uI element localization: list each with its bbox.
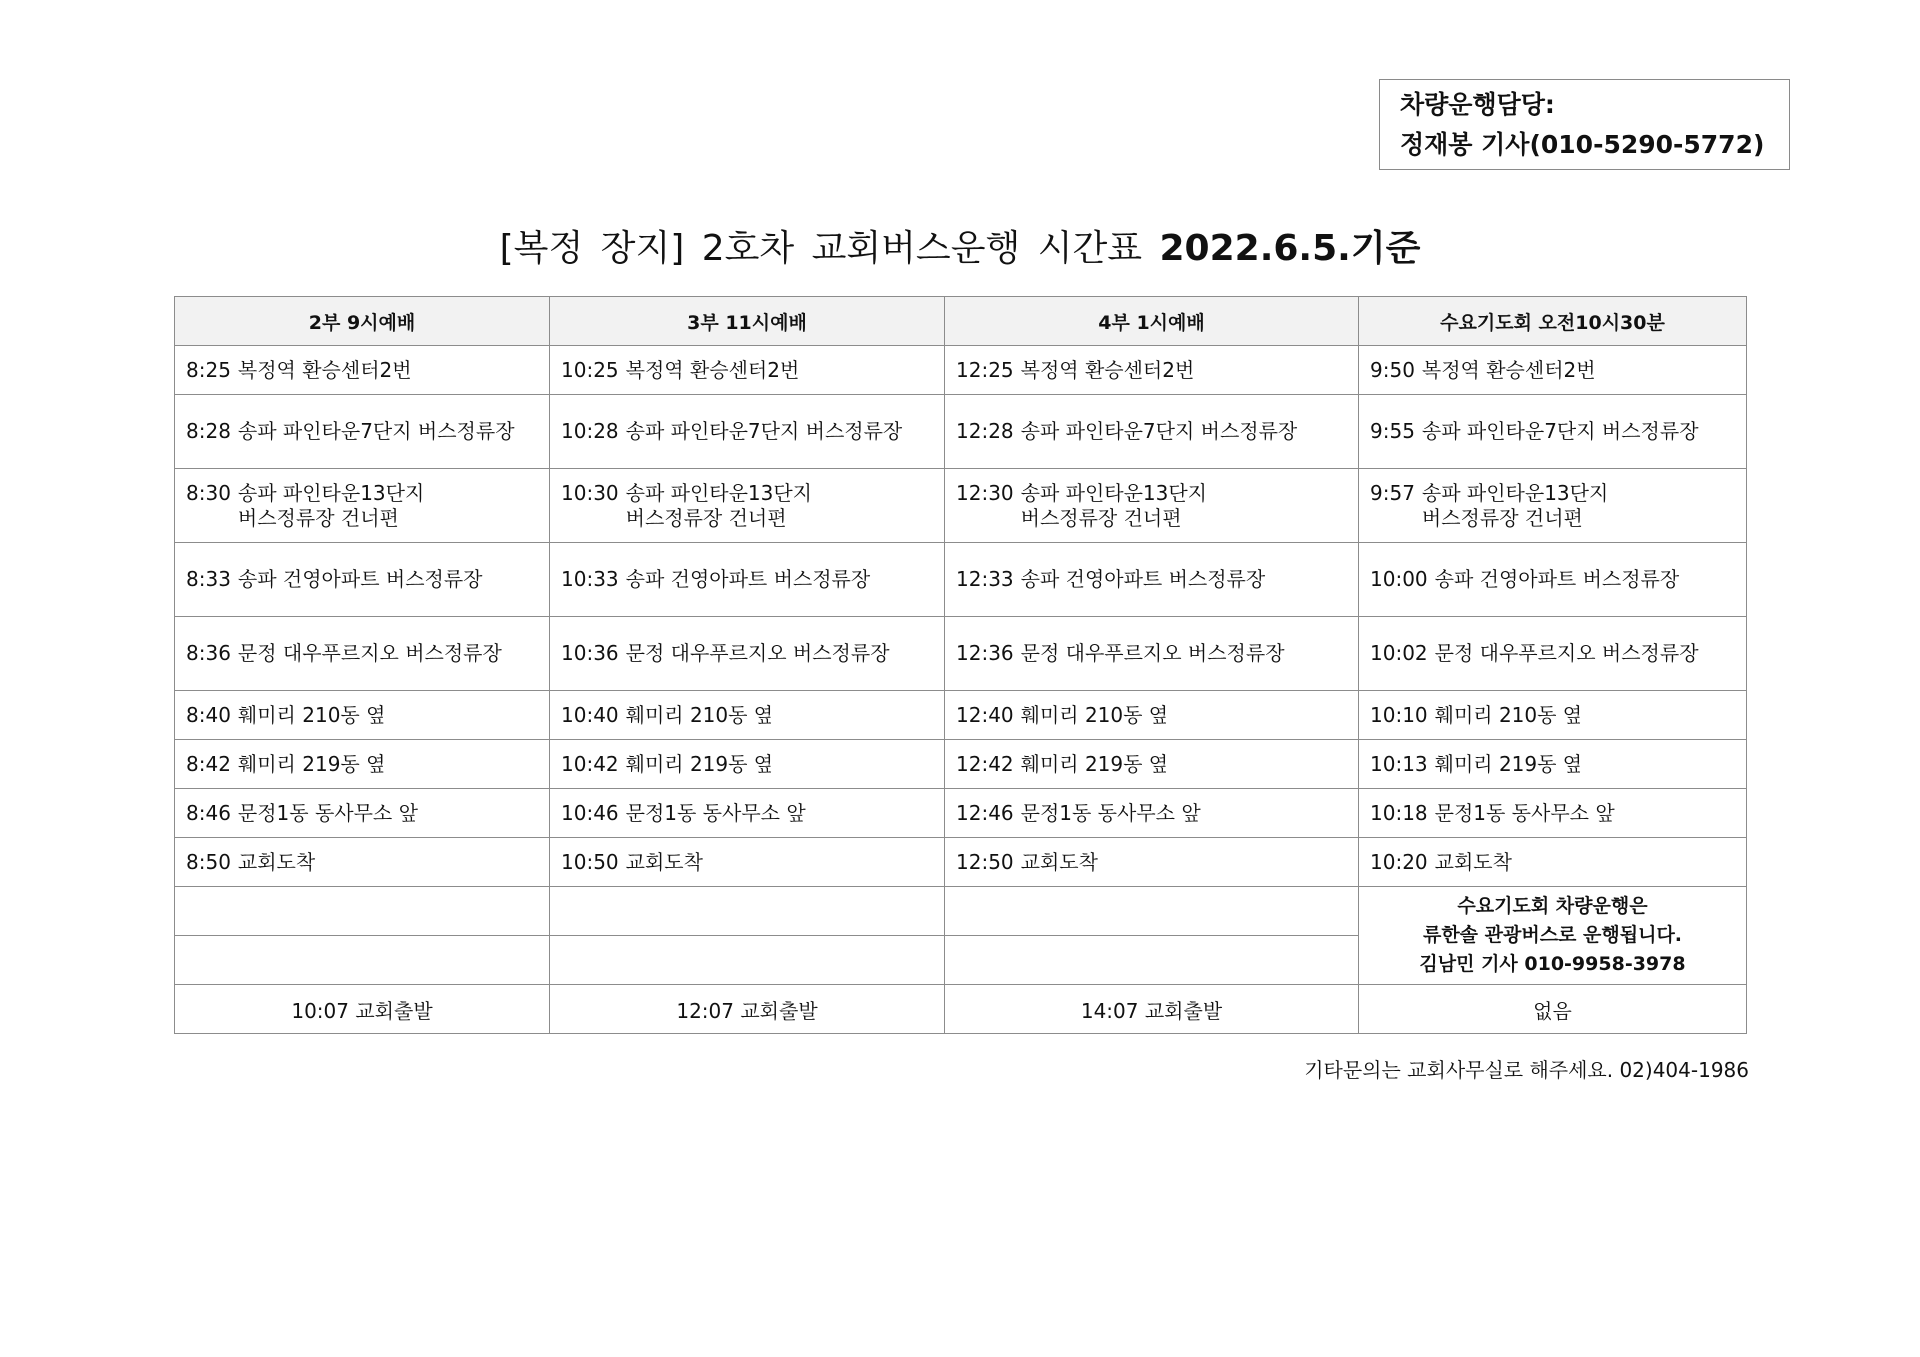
stop-time: 8:33 [186,567,231,591]
stop-time: 8:30 [186,480,231,505]
stop-place-line: 교회도착 [625,849,703,874]
stop-time: 10:28 [561,419,619,443]
schedule-cell [550,395,945,469]
stop-place [238,358,412,383]
schedule-header [175,297,1747,346]
stop-place-line: 훼미리 210동 옆 [1020,702,1169,727]
stop-place-line: 버스정류장 건너편 [1421,505,1583,530]
stop-place-line: 송파 파인타운7단지 버스정류장 [1421,419,1699,443]
stop-entry [186,419,549,444]
stop-entry [1370,703,1746,728]
stop-entry [956,567,1358,592]
stop-place-line: 버스정류장 건너편 [625,505,787,530]
stop-place-line: 문정 대우푸르지오 버스정류장 [1020,641,1285,665]
schedule-cell [550,838,945,887]
stop-place-line: 교회도착 [237,849,316,874]
stop-time: 10:10 [1370,702,1428,727]
stop-place [1435,567,1680,592]
stop-time: 10:50 [561,849,619,874]
page-title [0,226,1920,272]
stop-place [238,752,386,777]
schedule-cell [175,838,550,887]
stop-entry [186,358,549,383]
table-row [175,469,1747,543]
schedule-cell [550,740,945,789]
schedule-cell [945,617,1359,691]
stop-place-line: 문정1동 동사무소 앞 [1434,800,1615,825]
stop-time: 10:42 [561,751,619,776]
stop-place [238,567,483,592]
schedule-cell [945,740,1359,789]
stop-place [1021,419,1298,444]
stop-place-line: 송파 파인타운13단지 [1020,480,1208,505]
stop-time: 12:28 [956,419,1014,443]
stop-place [1021,850,1098,875]
stop-entry [561,419,944,444]
stop-place [626,752,774,777]
stop-place [1021,641,1285,666]
stop-place [626,641,890,666]
schedule-cell [550,617,945,691]
departure-cell: 없음 [1359,985,1747,1034]
stop-place [1422,358,1596,383]
stop-place [1021,752,1169,777]
stop-time: 12:33 [956,567,1014,591]
departure-row [175,985,1747,1034]
driver-contact-box [1379,79,1790,170]
stop-entry [561,567,944,592]
stop-place-line: 송파 건영아파트 버스정류장 [237,567,483,591]
empty-cell [175,887,550,936]
table-row-blank [175,887,1747,936]
stop-place-line: 송파 파인타운13단지 [237,480,425,505]
stop-place [1422,481,1608,531]
stop-time: 10:40 [561,702,619,727]
schedule-cell [175,740,550,789]
stop-time: 8:46 [186,800,231,825]
stop-time: 10:30 [561,480,619,505]
stop-entry [1370,419,1746,444]
table-row [175,838,1747,887]
stop-place [1021,703,1169,728]
schedule-cell [1359,789,1747,838]
schedule-cell [945,469,1359,543]
stop-entry [186,703,549,728]
stop-time: 10:20 [1370,849,1428,874]
stop-time: 12:42 [956,751,1014,776]
column-header: 2부 9시예배 [175,297,550,346]
stop-time: 10:25 [561,357,619,382]
departure-cell: 12:07 교회출발 [550,985,945,1034]
stop-place [626,703,774,728]
note-line: 수요기도회 차량운행은 [1457,895,1648,917]
stop-entry [561,481,944,531]
stop-place-line: 훼미리 210동 옆 [1434,702,1583,727]
stop-time: 12:30 [956,480,1014,505]
stop-place-line: 문정1동 동사무소 앞 [1020,800,1201,825]
stop-time: 9:57 [1370,480,1415,505]
table-row [175,740,1747,789]
stop-entry [956,752,1358,777]
stop-place-line: 훼미리 210동 옆 [237,702,386,727]
stop-place-line: 문정1동 동사무소 앞 [237,800,418,825]
stop-time: 12:36 [956,641,1014,665]
stop-entry [956,641,1358,666]
stop-place-line: 송파 건영아파트 버스정류장 [1020,567,1266,591]
stop-time: 10:33 [561,567,619,591]
stop-place-line: 훼미리 219동 옆 [625,751,774,776]
stop-entry [186,801,549,826]
title-main: [복정 장지] 2호차 교회버스운행 시간표 [499,228,1143,269]
schedule-cell [945,691,1359,740]
schedule-body [175,346,1747,1034]
stop-time: 12:46 [956,800,1014,825]
stop-time: 8:25 [186,357,231,382]
stop-time: 10:36 [561,641,619,665]
schedule-cell [1359,617,1747,691]
stop-entry [1370,752,1746,777]
stop-place [238,419,515,444]
stop-place-line: 송파 건영아파트 버스정류장 [1434,567,1680,591]
column-header: 4부 1시예배 [945,297,1359,346]
stop-time: 8:42 [186,751,231,776]
schedule-cell [550,469,945,543]
stop-place [1021,801,1201,826]
stop-place-line: 훼미리 219동 옆 [237,751,386,776]
stop-entry [186,567,549,592]
stop-place-line: 송파 건영아파트 버스정류장 [625,567,871,591]
stop-time: 8:36 [186,641,231,665]
departure-cell: 14:07 교회출발 [945,985,1359,1034]
stop-time: 10:18 [1370,800,1428,825]
stop-place-line: 송파 파인타운7단지 버스정류장 [237,419,515,443]
stop-place-line: 송파 파인타운13단지 [625,480,813,505]
stop-time: 10:00 [1370,567,1428,591]
stop-place-line: 교회도착 [1434,849,1512,874]
stop-place-line: 훼미리 219동 옆 [1434,751,1583,776]
stop-place-line: 교회도착 [1020,849,1098,874]
stop-entry [1370,641,1746,666]
stop-entry [186,850,549,875]
empty-cell [945,887,1359,936]
stop-place [626,481,812,531]
stop-entry [956,850,1358,875]
schedule-cell [945,789,1359,838]
schedule-cell [175,543,550,617]
stop-place [1021,481,1207,531]
stop-time: 8:50 [186,849,231,874]
wednesday-note [1359,887,1747,985]
stop-place [1435,801,1615,826]
stop-time: 10:13 [1370,751,1428,776]
schedule-cell [1359,691,1747,740]
table-row [175,789,1747,838]
title-date: 2022.6.5.기준 [1159,228,1421,269]
schedule-cell [175,469,550,543]
table-row [175,543,1747,617]
stop-place [1435,703,1583,728]
schedule-cell [945,395,1359,469]
stop-place-line: 복정역 환승센터2번 [1020,357,1195,382]
stop-entry [956,481,1358,531]
stop-time: 12:50 [956,849,1014,874]
note-line: 김남민 기사 010-9958-3978 [1419,953,1686,975]
stop-entry [561,801,944,826]
stop-entry [186,752,549,777]
stop-entry [561,641,944,666]
schedule-cell [175,617,550,691]
stop-entry [186,641,549,666]
stop-entry [1370,801,1746,826]
stop-place [238,641,502,666]
header-row [175,297,1747,346]
stop-place [1021,567,1266,592]
stop-entry [1370,850,1746,875]
schedule-cell [1359,838,1747,887]
stop-place-line: 복정역 환승센터2번 [625,357,800,382]
table-row [175,691,1747,740]
schedule-cell [175,789,550,838]
empty-cell [550,936,945,985]
empty-cell [945,936,1359,985]
stop-place-line: 복정역 환승센터2번 [237,357,412,382]
schedule-cell [175,395,550,469]
stop-time: 8:40 [186,702,231,727]
stop-time: 12:40 [956,702,1014,727]
table-row [175,395,1747,469]
stop-place [626,567,871,592]
schedule-cell [550,789,945,838]
schedule-cell [550,543,945,617]
schedule-cell [175,691,550,740]
schedule-cell [945,543,1359,617]
stop-place [1021,358,1195,383]
stop-entry [1370,481,1746,531]
stop-time: 9:55 [1370,419,1415,443]
stop-place [1435,850,1512,875]
bus-schedule-table [174,296,1747,1034]
schedule-cell [1359,346,1747,395]
schedule-cell [1359,395,1747,469]
table-row [175,346,1747,395]
stop-entry [956,358,1358,383]
stop-place-line: 문정1동 동사무소 앞 [625,800,806,825]
stop-place [626,419,903,444]
footer-note: 기타문의는 교회사무실로 해주세요. 02)404-1986 [1304,1058,1749,1082]
stop-entry [956,419,1358,444]
stop-time: 10:02 [1370,641,1428,665]
stop-place [238,801,418,826]
schedule-cell [945,838,1359,887]
stop-entry [186,481,549,531]
stop-place-line: 문정 대우푸르지오 버스정류장 [625,641,890,665]
stop-place-line: 훼미리 219동 옆 [1020,751,1169,776]
stop-place [626,850,703,875]
stop-place-line: 문정 대우푸르지오 버스정류장 [237,641,502,665]
schedule-cell [175,346,550,395]
schedule-cell [550,346,945,395]
stop-entry [956,801,1358,826]
stop-entry [561,752,944,777]
stop-place [1435,641,1699,666]
stop-place-line: 훼미리 210동 옆 [625,702,774,727]
empty-cell [175,936,550,985]
table-row [175,617,1747,691]
stop-time: 12:25 [956,357,1014,382]
stop-place-line: 버스정류장 건너편 [1020,505,1182,530]
note-line: 류한솔 관광버스로 운행됩니다. [1422,924,1683,946]
stop-entry [561,703,944,728]
stop-place-line: 송파 파인타운7단지 버스정류장 [625,419,903,443]
stop-place-line: 송파 파인타운13단지 [1421,480,1609,505]
stop-time: 9:50 [1370,357,1415,382]
stop-place [238,703,386,728]
stop-time: 10:46 [561,800,619,825]
column-header: 수요기도회 오전10시30분 [1359,297,1747,346]
column-header: 3부 11시예배 [550,297,945,346]
stop-place [1422,419,1699,444]
stop-place [238,850,315,875]
stop-place-line: 복정역 환승센터2번 [1421,357,1596,382]
stop-place [1435,752,1583,777]
stop-entry [1370,358,1746,383]
schedule-cell [1359,543,1747,617]
contact-label: 차량운행담당: [1400,90,1555,119]
stop-place-line: 송파 파인타운7단지 버스정류장 [1020,419,1298,443]
schedule-cell [1359,740,1747,789]
schedule-cell [945,346,1359,395]
stop-entry [561,358,944,383]
empty-cell [550,887,945,936]
stop-place [238,481,424,531]
stop-entry [1370,567,1746,592]
stop-entry [956,703,1358,728]
stop-place [626,358,800,383]
contact-driver: 정재봉 기사(010-5290-5772) [1400,130,1765,159]
stop-time: 8:28 [186,419,231,443]
stop-entry [561,850,944,875]
departure-cell: 10:07 교회출발 [175,985,550,1034]
schedule-cell [1359,469,1747,543]
schedule-cell [550,691,945,740]
stop-place-line: 버스정류장 건너편 [237,505,399,530]
stop-place-line: 문정 대우푸르지오 버스정류장 [1434,641,1699,665]
stop-place [626,801,806,826]
